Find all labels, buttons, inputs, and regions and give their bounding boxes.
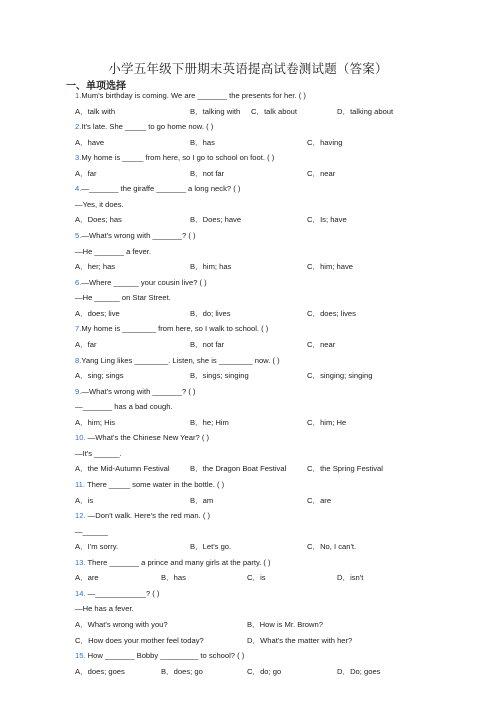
- section-heading: 一、单项选择: [66, 81, 126, 92]
- option-choice: B．Let's go.: [190, 542, 232, 552]
- question-line: [75, 231, 196, 241]
- option-choice: C．near: [307, 168, 336, 178]
- option-choice: B．has: [161, 573, 186, 583]
- option-choice: C．is: [247, 573, 266, 583]
- option-choice: A．are: [75, 573, 99, 583]
- options-row: [75, 309, 435, 319]
- question-text: There _______ a prince and many girls at the party. ( ): [85, 557, 271, 567]
- option-choice: A．Does; has: [75, 215, 122, 225]
- question-text: —_______ the giraffe _______ a long neck? ( ): [81, 184, 241, 194]
- option-choice: A．her; has: [75, 262, 116, 272]
- question-number: 8.: [75, 355, 82, 365]
- dialogue-line: —It's ______.: [75, 448, 122, 458]
- option-choice: D．isn't: [337, 573, 364, 583]
- option-choice: A．far: [75, 168, 97, 178]
- options-row: [75, 496, 435, 506]
- question-text: —____________? ( ): [85, 588, 160, 598]
- dialogue-line: —______: [75, 526, 108, 536]
- question-text: —Where ______ your cousin live? ( ): [81, 277, 207, 287]
- dialogue-line: —_______ has a bad cough.: [75, 402, 173, 412]
- question-line: [75, 278, 207, 288]
- dialogue-line: —He has a fever.: [75, 604, 134, 614]
- options-row: [75, 636, 435, 646]
- question-line: [75, 480, 224, 490]
- option-choice: C．him; He: [307, 417, 347, 427]
- options-row: [75, 620, 435, 630]
- question-line: [75, 589, 159, 599]
- option-choice: C．near: [307, 339, 336, 349]
- question-number: 12.: [75, 511, 86, 521]
- question-line: [75, 356, 280, 366]
- options-row: [75, 138, 435, 148]
- option-choice: A．I'm sorry.: [75, 542, 119, 552]
- option-choice: B．not far: [190, 339, 225, 349]
- question-text: How _______ Bobby _________ to school? ( ): [85, 651, 245, 661]
- option-choice: C．singing; singing: [307, 371, 373, 381]
- option-choice: B．he; Him: [190, 417, 229, 427]
- option-choice: B．talking with: [190, 106, 241, 116]
- option-choice: B．am: [190, 495, 214, 505]
- question-text: My home is ________ from here, so I walk to school. ( ): [81, 324, 269, 334]
- option-choice: A．have: [75, 137, 105, 147]
- option-choice: B．sings; singing: [190, 371, 249, 381]
- question-line: [75, 91, 306, 101]
- question-number: 13.: [75, 557, 86, 567]
- question-text: There _____ some water in the bottle. ( ): [85, 480, 225, 489]
- option-choice: A．him; His: [75, 417, 116, 427]
- option-choice: B．the Dragon Boat Festival: [190, 464, 287, 474]
- question-line: [75, 153, 274, 163]
- option-choice: A．is: [75, 495, 94, 505]
- question-line: [75, 387, 196, 397]
- options-row: [75, 215, 435, 225]
- question-number: 5.: [75, 231, 82, 241]
- option-choice: A．does; live: [75, 308, 120, 318]
- option-choice: A．far: [75, 339, 97, 349]
- option-choice: D．Do; goes: [337, 666, 381, 676]
- question-number: 11.: [75, 480, 85, 489]
- option-choice: D．talking about: [337, 106, 394, 116]
- option-choice: C．No, I can't.: [307, 542, 357, 552]
- question-text: It's late. She _____ to go home now. ( ): [81, 122, 214, 132]
- dialogue-line: —He ______ on Star Street.: [75, 293, 171, 303]
- question-text: Mum's birthday is coming. We are _______ the presents for her. ( ): [81, 91, 306, 100]
- option-choice: C．How does your mother feel today?: [75, 635, 204, 645]
- options-row: [75, 340, 435, 350]
- question-number: 14.: [75, 588, 86, 598]
- question-number: 10.: [75, 433, 86, 443]
- question-line: [75, 122, 213, 132]
- options-row: [75, 169, 435, 179]
- options-row: [75, 667, 435, 677]
- options-row: [75, 542, 435, 552]
- question-line: [75, 651, 244, 661]
- option-choice: A．What's wrong with you?: [75, 620, 168, 630]
- question-text: —What's wrong with _______? ( ): [81, 386, 196, 396]
- question-number: 15.: [75, 651, 86, 661]
- option-choice: C．are: [307, 495, 332, 505]
- option-choice: C．the Spring Festival: [307, 464, 383, 474]
- question-text: —Don't walk. Here's the red man. ( ): [85, 511, 211, 521]
- option-choice: B．has: [190, 137, 215, 147]
- option-choice: C．does; lives: [307, 308, 356, 318]
- options-row: [75, 573, 435, 583]
- dialogue-line: —He _______ a fever.: [75, 246, 151, 256]
- question-number: 4.: [75, 184, 82, 194]
- option-choice: B．him; has: [190, 262, 232, 272]
- option-choice: B．do; lives: [190, 308, 231, 318]
- question-text: My home is _____ from here, so I go to school on foot. ( ): [81, 153, 275, 163]
- question-text: —What's the Chinese New Year? ( ): [85, 433, 209, 443]
- options-row: [75, 371, 435, 381]
- dialogue-line: —Yes, it does.: [75, 199, 124, 209]
- question-text: Yang Ling likes ________. Listen, she is ________ now. ( ): [81, 355, 280, 365]
- question-number: 9.: [75, 386, 82, 396]
- option-choice: C．him; have: [307, 262, 353, 272]
- question-number: 7.: [75, 324, 82, 334]
- options-row: [75, 418, 435, 428]
- option-choice: A．talk with: [75, 106, 116, 116]
- option-choice: A．sing; sings: [75, 371, 124, 381]
- option-choice: D．What's the matter with her?: [247, 635, 353, 645]
- option-choice: B．does; go: [161, 666, 203, 676]
- question-line: [75, 558, 271, 568]
- options-row: [75, 107, 435, 117]
- option-choice: C．having: [307, 137, 343, 147]
- option-choice: A．the Mid-Autumn Festival: [75, 464, 170, 474]
- question-text: —What's wrong with _______? ( ): [81, 231, 196, 241]
- option-choice: C．Is; have: [307, 215, 347, 225]
- options-row: [75, 464, 435, 474]
- option-choice: A．does; goes: [75, 666, 125, 676]
- option-choice: C．talk about: [251, 106, 298, 116]
- question-number: 6.: [75, 277, 82, 287]
- question-line: [75, 324, 268, 334]
- question-number: 2.: [75, 122, 82, 132]
- option-choice: B．How is Mr. Brown?: [247, 620, 323, 630]
- question-number: 3.: [75, 153, 82, 163]
- question-number: 1.: [75, 91, 82, 100]
- question-line: [75, 433, 209, 443]
- options-row: [75, 262, 435, 272]
- page-title: 小学五年级下册期末英语提高试卷测试题（答案）: [108, 62, 388, 76]
- question-line: [75, 184, 240, 194]
- option-choice: C．do; go: [247, 666, 282, 676]
- option-choice: B．Does; have: [190, 215, 242, 225]
- question-line: [75, 511, 210, 521]
- option-choice: B．not far: [190, 168, 225, 178]
